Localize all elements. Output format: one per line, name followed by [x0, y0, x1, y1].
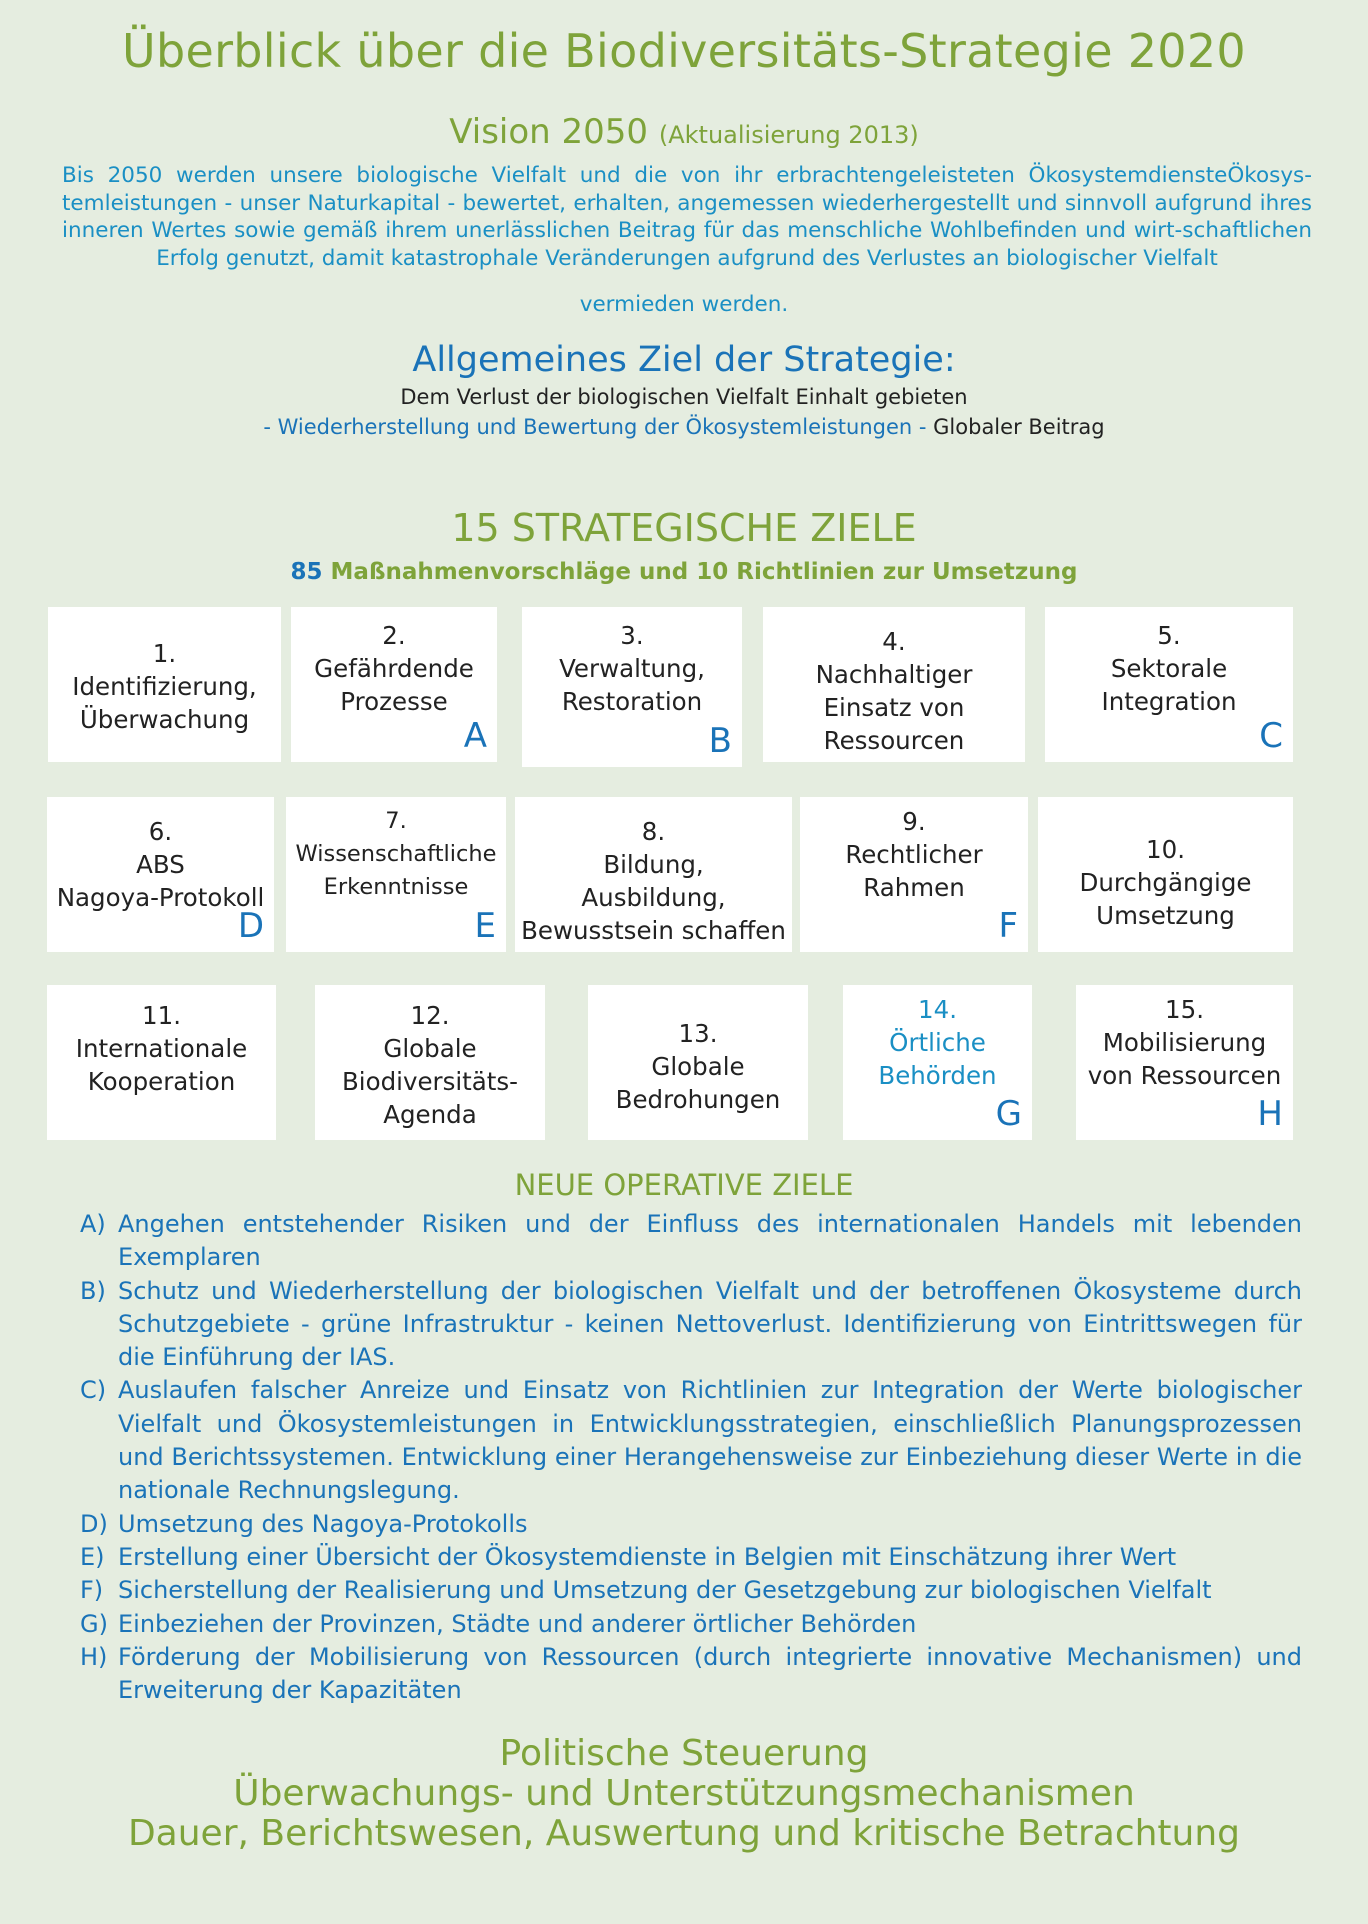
strategic-goal-text: [1038, 833, 1293, 932]
strategic-goal-label-line: Behörden: [878, 1061, 997, 1090]
strategic-goal-box-12: [315, 985, 545, 1140]
strategic-goal-label-line: Sektorale: [1110, 654, 1228, 683]
general-goal-line2-main: - Wiederherstellung und Bewertung der Ökosystemleistungen -: [263, 415, 927, 439]
operative-item-text: Einbeziehen der Provinzen, Städte und anderer örtlicher Behörden: [118, 1609, 917, 1638]
operative-item-text: Erstellung einer Übersicht der Ökosystemdienste in Belgien mit Einschätzung ihrer Wert: [118, 1542, 1177, 1571]
strategic-goal-label-line: Globale: [383, 1034, 477, 1063]
strategic-goal-label-line: Ausbildung,: [581, 883, 726, 912]
strategic-goal-box-15: [1076, 985, 1293, 1140]
strategic-goal-letter: E: [474, 906, 496, 946]
strategic-goal-text: [48, 637, 281, 736]
vision-note: (Aktualisierung 2013): [658, 121, 919, 149]
operative-item-text: Umsetzung des Nagoya-Protokolls: [118, 1509, 528, 1538]
strategic-goal-label-line: Rechtlicher: [845, 840, 983, 869]
operative-list: [80, 1208, 1302, 1707]
strategic-goal-number: 9.: [902, 807, 926, 836]
strategic-goal-label-line: Prozesse: [340, 687, 448, 716]
strategic-goal-text: [47, 999, 276, 1098]
operative-item-text: Auslaufen falscher Anreize und Einsatz von Richtlinien zur Integration der Werte biologischer Vielfalt und Ökosystemleistungen in Entwicklungsstrategien, einschließlich Planungsprozessen und Berichtssystemen. Entwicklung einer Herangehensweise zur Einbeziehung dieser Werte in die nationale Rechnungslegung.: [118, 1376, 1302, 1505]
strategic-sub-number: 85: [290, 559, 323, 585]
strategic-goal-label-line: Kooperation: [87, 1067, 236, 1096]
strategic-goal-number: 7.: [385, 808, 407, 834]
strategic-goal-letter: B: [708, 721, 732, 761]
general-goal-line2: [0, 415, 1368, 439]
operative-item: [80, 1374, 1302, 1507]
footer-line3: Dauer, Berichtswesen, Auswertung und kritische Betrachtung: [127, 1813, 1241, 1854]
operative-item: [80, 1208, 1302, 1275]
operative-item: [80, 1608, 1302, 1641]
strategic-goal-number: 5.: [1157, 621, 1181, 650]
strategic-goal-letter: D: [237, 906, 264, 946]
strategic-goal-label-line: Verwaltung,: [559, 654, 705, 683]
strategic-goal-box-13: [588, 985, 808, 1140]
vision-title: Vision 2050: [449, 112, 649, 152]
strategic-goal-text: [291, 619, 497, 718]
operative-item-label: G): [80, 1609, 108, 1638]
strategic-goal-label-line: Bedrohungen: [615, 1085, 781, 1114]
strategic-goal-label-line: Durchgängige: [1079, 868, 1252, 897]
footer: [0, 1734, 1368, 1854]
strategic-goal-label-line: Biodiversitäts-: [341, 1067, 518, 1096]
strategic-goal-label-line: Wissenschaftliche: [295, 841, 497, 867]
strategic-goal-label-line: Restoration: [561, 687, 703, 716]
strategic-goal-number: 1.: [152, 639, 177, 668]
operative-item: [80, 1541, 1302, 1574]
strategic-goal-number: 12.: [410, 1001, 450, 1030]
page-title: Überblick über die Biodiversitäts-Strategie 2020: [122, 24, 1246, 78]
strategic-goal-box-4: [763, 607, 1025, 762]
strategic-goal-label-line: von Ressourcen: [1087, 1061, 1282, 1090]
footer-line1: Politische Steuerung: [499, 1733, 869, 1774]
strategic-subheading: [0, 559, 1368, 585]
strategic-goal-text: [800, 805, 1028, 904]
strategic-goal-letter: A: [463, 716, 487, 756]
operative-item-label: H): [80, 1642, 108, 1671]
strategic-goal-number: 15.: [1165, 995, 1204, 1024]
strategic-goal-letter: C: [1259, 716, 1283, 756]
operative-item-text: Angehen entstehender Risiken und der Einfluss des internationalen Handels mit lebenden Exemplaren: [118, 1210, 1302, 1272]
strategic-goal-label-line: Identifizierung,: [72, 672, 257, 701]
strategic-goal-number: 11.: [142, 1001, 181, 1030]
operative-item: [80, 1574, 1302, 1607]
strategic-goal-box-10: [1038, 797, 1293, 952]
strategic-goal-number: 2.: [382, 621, 406, 650]
strategic-goal-box-14: [843, 985, 1032, 1140]
general-goal-line1: Dem Verlust der biologischen Vielfalt Einhalt gebieten: [400, 385, 968, 409]
operative-item-label: F): [80, 1576, 104, 1605]
operative-item-text: Schutz und Wiederherstellung der biologischen Vielfalt und der betroffenen Ökosysteme durch Schutzgebiete - grüne Infrastruktur - keinen Nettoverlust. Identifizierung von Eintrittswegen für die Einführung der IAS.: [118, 1276, 1302, 1372]
strategic-goal-box-9: [800, 797, 1028, 952]
vision-text: Bis 2050 werden unsere biologische Vielfalt und die von ihr erbrachtengeleisteten ÖkosystemdiensteÖkosys-temleistungen - unser Naturkapital - bewertet, erhalten, angemessen wiederhergestellt und sinnvoll aufgrund ihres inneren Wertes sowie gemäß ihrem unerlässlichen Beitrag für das menschliche Wohlbefinden und wirt-schaftlichen Erfolg genutzt, damit katastrophale Veränderungen aufgrund des Verlustes an biologischer Vielfalt: [62, 163, 1312, 271]
strategic-goal-text: [763, 625, 1025, 757]
general-goal-line2-tail: Globaler Beitrag: [933, 415, 1105, 439]
strategic-goal-box-6: [47, 797, 274, 952]
operative-item-text: Sicherstellung der Realisierung und Umsetzung der Gesetzgebung zur biologischen Vielfalt: [118, 1576, 1212, 1605]
strategic-goal-number: 3.: [620, 621, 644, 650]
operative-item-label: C): [80, 1376, 107, 1405]
strategic-goal-label-line: Gefährdende: [314, 654, 474, 683]
strategic-goal-label-line: ABS: [136, 850, 185, 879]
strategic-goal-text: [1045, 619, 1293, 718]
strategic-goal-number: 4.: [882, 627, 906, 656]
strategic-goal-label-line: Nachhaltiger: [815, 660, 973, 689]
strategic-goal-box-7: [286, 797, 506, 952]
vision-text-end: vermieden werden.: [579, 292, 789, 317]
operative-heading: NEUE OPERATIVE ZIELE: [514, 1168, 854, 1202]
strategic-goal-label-line: Rahmen: [863, 873, 965, 902]
strategic-goal-label-line: Einsatz von: [823, 693, 965, 722]
strategic-goal-letter: F: [998, 906, 1018, 946]
strategic-goal-label-line: Erkenntnisse: [323, 874, 469, 900]
strategic-goal-number: 13.: [678, 1019, 718, 1048]
strategic-goal-label-line: Integration: [1101, 687, 1237, 716]
strategic-goal-text: [315, 999, 545, 1131]
operative-item: [80, 1508, 1302, 1541]
strategic-goal-letter: H: [1257, 1094, 1283, 1134]
strategic-goal-box-1: [48, 607, 281, 762]
strategic-goal-letter: G: [995, 1094, 1022, 1134]
operative-item: [80, 1641, 1302, 1708]
strategic-goal-label-line: Umsetzung: [1096, 901, 1235, 930]
strategic-goal-label-line: Nagoya-Protokoll: [56, 883, 265, 912]
strategic-goal-number: 8.: [641, 817, 666, 846]
strategic-goal-label-line: Internationale: [75, 1034, 248, 1063]
strategic-goal-box-5: [1045, 607, 1293, 762]
strategic-goal-box-3: [522, 607, 742, 767]
strategic-goal-number: 14.: [918, 995, 957, 1024]
strategic-goal-text: [1076, 993, 1293, 1092]
strategic-goal-box-8: [515, 797, 792, 952]
strategic-goal-label-line: Agenda: [383, 1100, 477, 1129]
strategic-goal-text: [522, 619, 742, 718]
strategic-goal-text: [515, 815, 792, 947]
strategic-goal-label-line: Überwachung: [79, 705, 250, 734]
strategic-goal-label-line: Bewusstsein schaffen: [521, 916, 786, 945]
footer-line2: Überwachungs- und Unterstützungsmechanismen: [233, 1773, 1135, 1814]
strategic-goal-text: [286, 805, 506, 904]
operative-item: [80, 1275, 1302, 1375]
strategic-goal-label-line: Ressourcen: [823, 726, 965, 755]
strategic-goal-label-line: Bildung,: [603, 850, 704, 879]
strategic-goal-number: 6.: [148, 817, 173, 846]
operative-item-label: A): [80, 1210, 106, 1238]
strategic-goal-number: 10.: [1146, 835, 1185, 864]
strategic-sub-text: Maßnahmenvorschläge und 10 Richtlinien zur Umsetzung: [330, 559, 1078, 585]
strategic-goal-box-11: [47, 985, 276, 1140]
vision-heading: [0, 112, 1368, 152]
strategic-goal-text: [47, 815, 274, 914]
operative-item-label: E): [80, 1542, 105, 1571]
operative-item-label: B): [80, 1276, 106, 1305]
strategic-goal-label-line: Mobilisierung: [1102, 1028, 1267, 1057]
strategic-goal-box-2: [291, 607, 497, 762]
operative-item-text: Förderung der Mobilisierung von Ressourcen (durch integrierte innovative Mechanismen) und Erweiterung der Kapazitäten: [118, 1642, 1302, 1705]
strategic-goal-label-line: Globale: [651, 1052, 745, 1081]
strategic-goal-label-line: Örtliche: [889, 1028, 986, 1057]
strategic-goal-text: [843, 993, 1032, 1092]
strategic-goal-text: [588, 1017, 808, 1116]
strategic-heading: 15 STRATEGISCHE ZIELE: [451, 506, 917, 550]
general-goal-heading: Allgemeines Ziel der Strategie:: [412, 340, 956, 380]
operative-item-label: D): [80, 1509, 108, 1538]
